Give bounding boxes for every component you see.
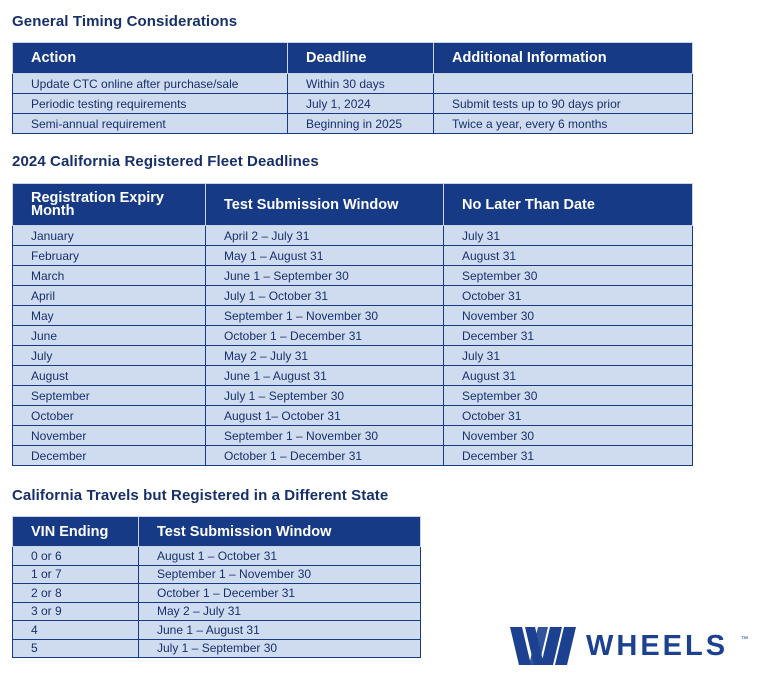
table-cell: April 2 – July 31	[206, 226, 444, 246]
table-cell: 4	[13, 621, 139, 640]
table-row	[13, 226, 693, 246]
column-header: Test Submission Window	[206, 184, 444, 226]
table-cell: June	[13, 326, 206, 346]
table-row	[13, 306, 693, 326]
table-cell: 3 or 9	[13, 602, 139, 621]
trademark-symbol: ™	[741, 636, 748, 643]
column-header: No Later Than Date	[444, 184, 693, 226]
table-cell: September 30	[444, 266, 693, 286]
table-cell: September 1 – November 30	[206, 426, 444, 446]
table-cell: Beginning in 2025	[288, 114, 434, 134]
table-row	[13, 286, 693, 306]
table-row	[13, 426, 693, 446]
table-header-row	[13, 517, 421, 547]
table-cell: June 1 – September 30	[206, 266, 444, 286]
table-row	[13, 602, 421, 621]
table-row	[13, 584, 421, 603]
table-cell: 1 or 7	[13, 565, 139, 584]
table-cell: November 30	[444, 426, 693, 446]
table-cell: October 31	[444, 286, 693, 306]
table-cell: July 1, 2024	[288, 94, 434, 114]
table-row	[13, 446, 693, 466]
table-row	[13, 346, 693, 366]
general-timing-title: General Timing Considerations	[12, 13, 238, 30]
wheels-logo	[510, 624, 750, 668]
table-cell: July 1 – September 30	[206, 386, 444, 406]
table-cell: October 1 – December 31	[139, 584, 421, 603]
table-row	[13, 639, 421, 658]
table-cell: July 31	[444, 346, 693, 366]
table-cell: May 2 – July 31	[206, 346, 444, 366]
table-row	[13, 326, 693, 346]
fleet-deadlines-title: 2024 California Registered Fleet Deadlines	[12, 153, 319, 170]
table-cell: December 31	[444, 326, 693, 346]
table-cell: August	[13, 366, 206, 386]
table-cell: June 1 – August 31	[206, 366, 444, 386]
table-cell: June 1 – August 31	[139, 621, 421, 640]
table-cell: September 30	[444, 386, 693, 406]
table-cell: December 31	[444, 446, 693, 466]
table-cell: October	[13, 406, 206, 426]
table-cell: August 31	[444, 366, 693, 386]
column-header: Deadline	[288, 43, 434, 74]
table-row	[13, 114, 693, 134]
table-cell	[434, 74, 693, 94]
table-cell: May	[13, 306, 206, 326]
table-cell: Within 30 days	[288, 74, 434, 94]
table-cell: August 1 – October 31	[139, 547, 421, 566]
table-cell: Periodic testing requirements	[13, 94, 288, 114]
table-row	[13, 406, 693, 426]
table-row	[13, 246, 693, 266]
table-cell: July 1 – September 30	[139, 639, 421, 658]
table-cell: February	[13, 246, 206, 266]
table-header-row	[13, 43, 693, 74]
table-cell: April	[13, 286, 206, 306]
table-cell: 5	[13, 639, 139, 658]
column-header: VIN Ending	[13, 517, 139, 547]
table-row	[13, 565, 421, 584]
table-cell: September 1 – November 30	[139, 565, 421, 584]
table-cell: January	[13, 226, 206, 246]
table-cell: July 1 – October 31	[206, 286, 444, 306]
table-cell: Twice a year, every 6 months	[434, 114, 693, 134]
table-row	[13, 621, 421, 640]
table-cell: Submit tests up to 90 days prior	[434, 94, 693, 114]
table-cell: 0 or 6	[13, 547, 139, 566]
table-cell: October 1 – December 31	[206, 446, 444, 466]
different-state-title: California Travels but Registered in a Different State	[12, 487, 389, 504]
table-cell: Update CTC online after purchase/sale	[13, 74, 288, 94]
table-row	[13, 386, 693, 406]
table-cell: March	[13, 266, 206, 286]
table-cell: 2 or 8	[13, 584, 139, 603]
column-header: Additional Information	[434, 43, 693, 74]
table-cell: November	[13, 426, 206, 446]
table-cell: Semi-annual requirement	[13, 114, 288, 134]
table-cell: August 31	[444, 246, 693, 266]
column-header: Action	[13, 43, 288, 74]
table-cell: May 1 – August 31	[206, 246, 444, 266]
table-row	[13, 547, 421, 566]
table-header-row	[13, 184, 693, 226]
column-header: Registration Expiry Month	[13, 184, 206, 226]
wheels-w-mark-icon	[510, 624, 576, 668]
table-cell: October 31	[444, 406, 693, 426]
table-cell: July	[13, 346, 206, 366]
table-cell: September	[13, 386, 206, 406]
table-cell: May 2 – July 31	[139, 602, 421, 621]
fleet-deadlines-table	[12, 183, 693, 466]
table-row	[13, 94, 693, 114]
table-row	[13, 366, 693, 386]
table-cell: October 1 – December 31	[206, 326, 444, 346]
table-cell: September 1 – November 30	[206, 306, 444, 326]
column-header: Test Submission Window	[139, 517, 421, 547]
table-row	[13, 74, 693, 94]
general-timing-table	[12, 42, 693, 134]
table-cell: August 1– October 31	[206, 406, 444, 426]
different-state-table	[12, 516, 421, 658]
table-row	[13, 266, 693, 286]
table-cell: July 31	[444, 226, 693, 246]
table-cell: November 30	[444, 306, 693, 326]
table-cell: December	[13, 446, 206, 466]
logo-wordmark: WHEELS	[586, 630, 729, 662]
